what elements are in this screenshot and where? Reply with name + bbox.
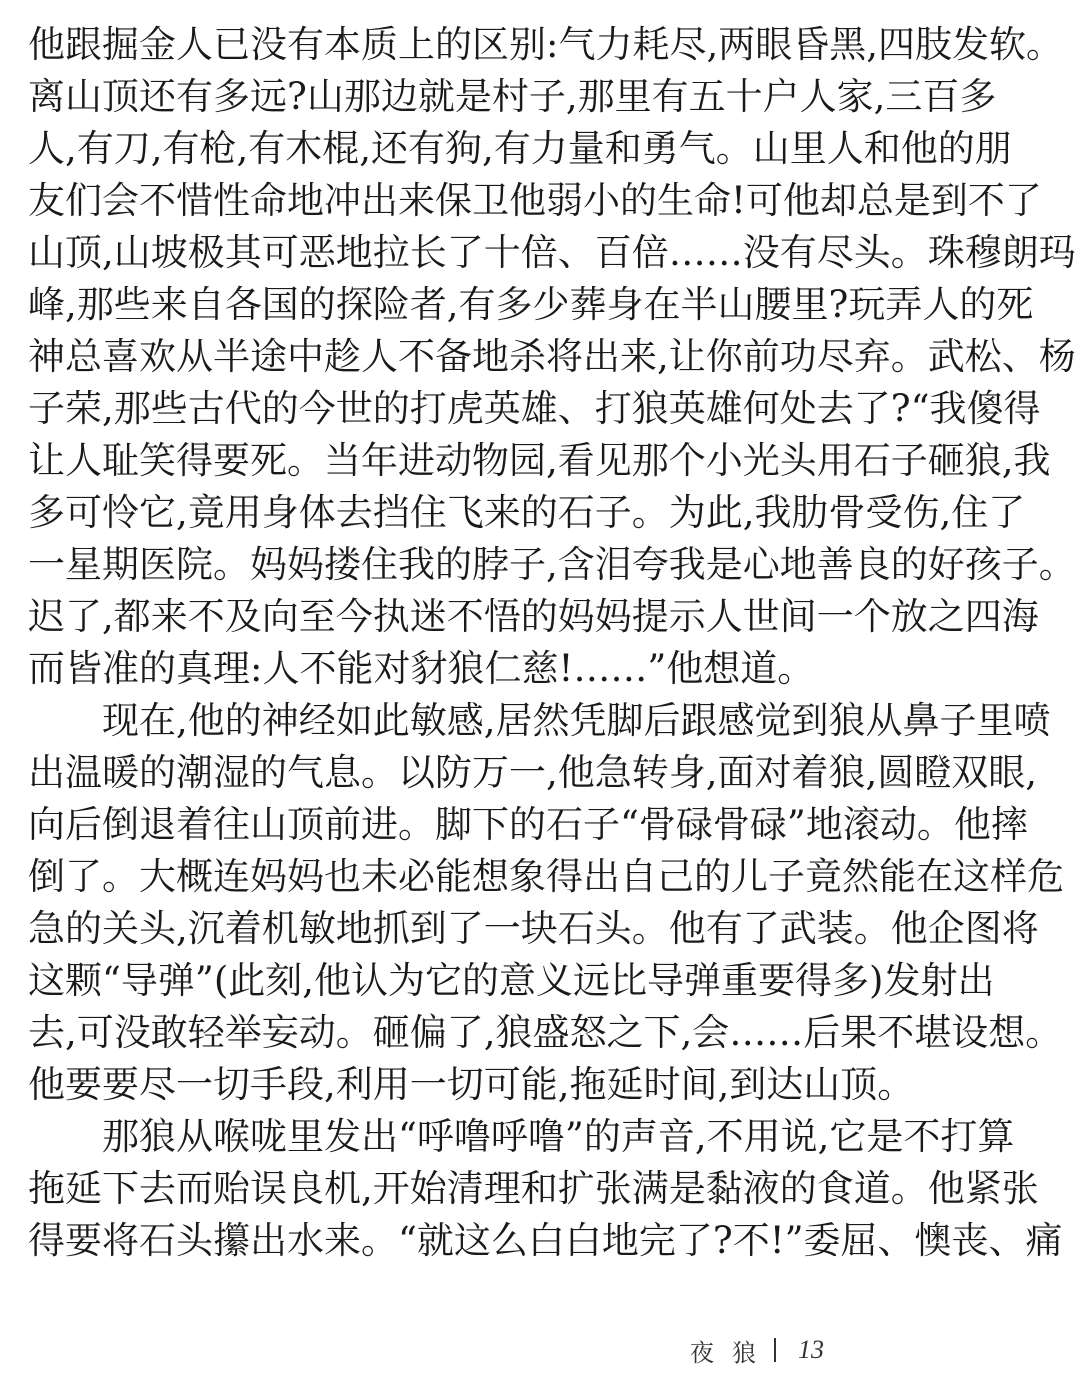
- text-line: 急的关头,沉着机敏地抓到了一块石头。他有了武装。他企图将: [28, 907, 1039, 950]
- running-title: 夜狼: [690, 1338, 774, 1367]
- text-line: 向后倒退着往山顶前进。脚下的石子“骨碌骨碌”地滚动。他摔: [28, 803, 1028, 846]
- text-line: 峰,那些来自各国的探险者,有多少葬身在半山腰里?玩弄人的死: [28, 283, 1034, 326]
- page-number: 13: [798, 1335, 824, 1364]
- text-line: 友们会不惜性命地冲出来保卫他弱小的生命!可他却总是到不了: [28, 179, 1042, 222]
- text-line: 一星期医院。妈妈搂住我的脖子,含泪夸我是心地善良的好孩子。: [28, 543, 1076, 586]
- text-line: 让人耻笑得要死。当年进动物园,看见那个小光头用石子砸狼,我: [28, 439, 1051, 482]
- text-line: 神总喜欢从半途中趁人不备地杀将出来,让你前功尽弃。武松、杨: [28, 335, 1076, 378]
- footer-divider: [774, 1338, 776, 1362]
- text-line: 这颗“导弹”(此刻,他认为它的意义远比导弹重要得多)发射出: [28, 959, 995, 1002]
- text-line: 拖延下去而贻误良机,开始清理和扩张满是黏液的食道。他紧张: [28, 1167, 1039, 1210]
- text-line: 倒了。大概连妈妈也未必能想象得出自己的儿子竟然能在这样危: [28, 855, 1064, 898]
- text-line: 子荣,那些古代的今世的打虎英雄、打狼英雄何处去了?“我傻得: [28, 387, 1041, 430]
- text-line: 离山顶还有多远?山那边就是村子,那里有五十户人家,三百多: [28, 75, 997, 118]
- page-body: [28, 19, 1076, 1267]
- text-line: 他要要尽一切手段,利用一切可能,拖延时间,到达山顶。: [28, 1063, 915, 1106]
- text-line: 人,有刀,有枪,有木棍,还有狗,有力量和勇气。山里人和他的朋: [28, 127, 1012, 170]
- text-line: 迟了,都来不及向至今执迷不悟的妈妈提示人世间一个放之四海: [28, 595, 1039, 638]
- text-line: 得要将石头攥出水来。“就这么白白地完了?不!”委屈、懊丧、痛: [28, 1219, 1063, 1262]
- paragraph: [28, 695, 1064, 1111]
- text-line: 那狼从喉咙里发出“呼噜呼噜”的声音,不用说,它是不打算: [102, 1115, 1015, 1158]
- page-footer: [690, 1330, 840, 1370]
- text-line: 去,可没敢轻举妄动。砸偏了,狼盛怒之下,会……后果不堪设想。: [28, 1011, 1063, 1054]
- text-line: 他跟掘金人已没有本质上的区别:气力耗尽,两眼昏黑,四肢发软。: [28, 23, 1063, 66]
- text-line: 多可怜它,竟用身体去挡住飞来的石子。为此,我肋骨受伤,住了: [28, 491, 1026, 534]
- paragraph: [28, 19, 1076, 695]
- paragraph: [28, 1111, 1063, 1267]
- text-line: 山顶,山坡极其可恶地拉长了十倍、百倍……没有尽头。珠穆朗玛: [28, 231, 1076, 274]
- text-line: 出温暖的潮湿的气息。以防万一,他急转身,面对着狼,圆瞪双眼,: [28, 751, 1038, 794]
- text-line: 而皆准的真理:人不能对豺狼仁慈!……”他想道。: [28, 647, 815, 690]
- text-line: 现在,他的神经如此敏感,居然凭脚后跟感觉到狼从鼻子里喷: [102, 699, 1051, 742]
